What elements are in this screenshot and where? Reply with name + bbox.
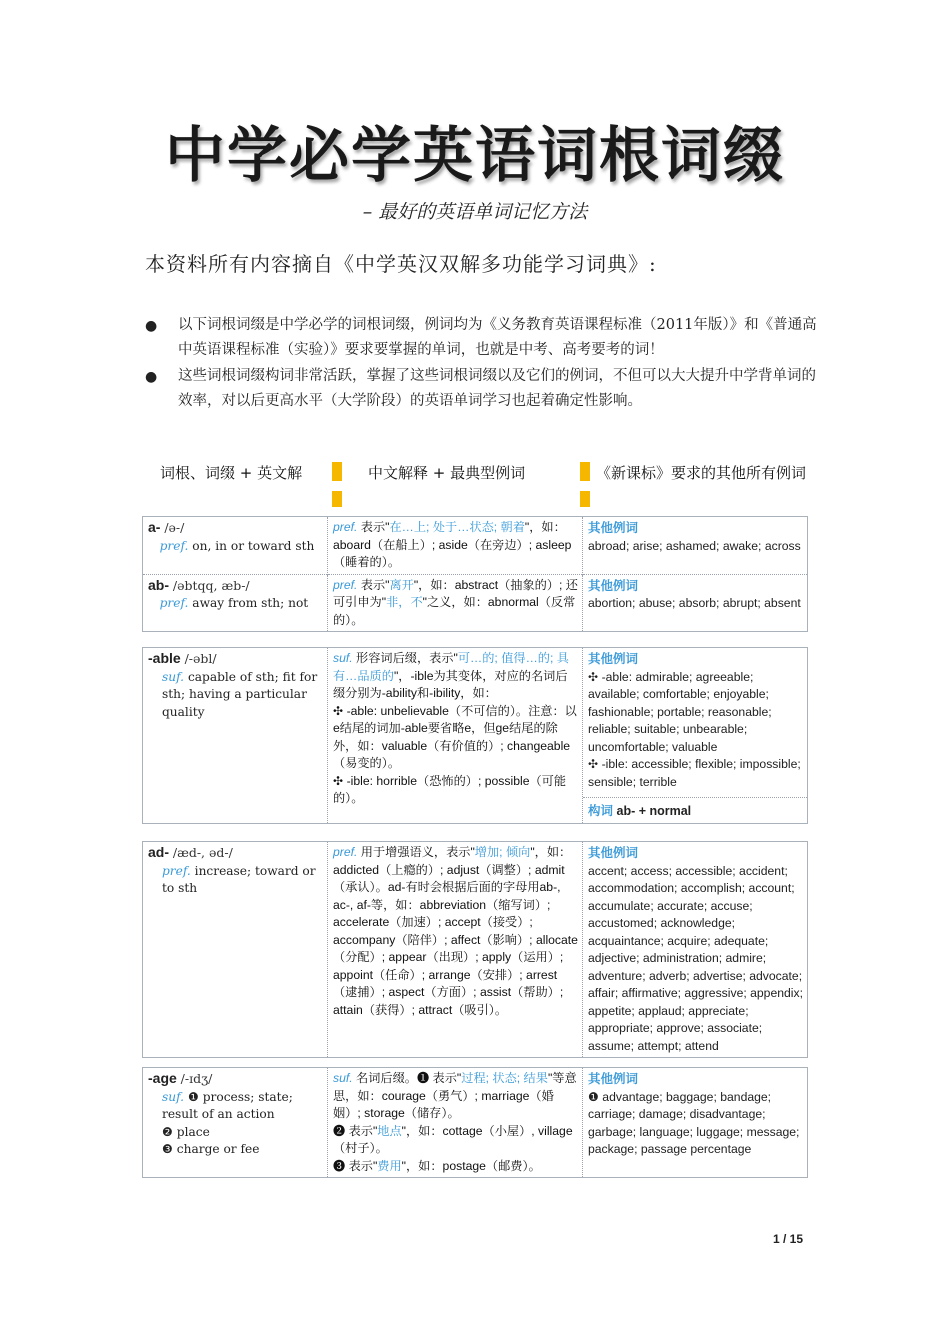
entry-chinese — [328, 574, 583, 632]
other-examples-label: 其他例词 — [588, 1071, 639, 1086]
compose-label: 构词 — [588, 803, 614, 818]
column-header-meaning: 中文解释 + 最典型例词 — [368, 464, 526, 482]
chinese-text: 用于增强语义，表示" — [357, 845, 475, 859]
entry-row-able — [143, 648, 808, 824]
marker-bar — [580, 462, 590, 481]
entry-pos: pref. — [159, 596, 189, 610]
other-examples: ✣ -ible: accessible; flexible; impossible; sensible; terrible — [588, 757, 801, 789]
entry-block — [142, 647, 808, 824]
marker-bar — [580, 491, 590, 507]
entry-definition: increase; toward or to sth — [162, 863, 316, 895]
other-examples: abortion; abuse; absorb; abrupt; absent — [588, 596, 801, 610]
entry-chinese — [328, 648, 583, 824]
entry-pos: suf. — [162, 1089, 185, 1104]
entry-row-ad — [143, 842, 808, 1058]
entry-head — [143, 517, 328, 575]
highlight-meaning: 离开 — [389, 577, 414, 592]
highlight-meaning: 增加; 倾向 — [474, 845, 531, 859]
entry-row-age — [143, 1068, 808, 1178]
chinese-text: "，如：cottage（小屋）, village（村子）。 — [333, 1123, 573, 1155]
entry-block — [142, 516, 808, 632]
page-number: 1 / 15 — [773, 1232, 804, 1246]
entry-pos: pref. — [333, 577, 358, 592]
entry-pos: pref. — [162, 863, 191, 878]
chinese-text: ❸ 表示" — [333, 1158, 378, 1173]
entry-ipa: /-ɪdʒ/ — [180, 1071, 213, 1086]
entry-pos: suf. — [333, 651, 353, 665]
entry-others — [583, 648, 808, 824]
entry-definition: on, in or toward sth — [192, 538, 315, 553]
source-note: 本资料所有内容摘自《中学英汉双解多功能学习词典》: — [145, 252, 657, 276]
chinese-text: "等意思，如：courage（勇气）; marriage（婚姻）; storage（储存）。 — [333, 1071, 577, 1120]
highlight-meaning: 地点 — [377, 1123, 402, 1138]
chinese-text: ❷ 表示" — [333, 1123, 378, 1138]
other-examples-label: 其他例词 — [588, 577, 639, 593]
entry-pos: pref. — [159, 538, 189, 553]
entry-others — [583, 517, 808, 575]
other-examples-label: 其他例词 — [588, 520, 639, 535]
chinese-text: "，如：postage（邮费）。 — [401, 1158, 541, 1173]
highlight-meaning: 可…的; 值得…的; 具有…品质的 — [333, 651, 569, 683]
entry-ipa: /əbtqq, æb-/ — [172, 577, 250, 593]
document-subtitle: – 最好的英语单词记忆方法 — [362, 201, 588, 223]
entry-ipa: /æd-, əd-/ — [172, 845, 233, 860]
entry-others — [583, 1068, 808, 1178]
entry-ipa: /ə-/ — [164, 520, 185, 535]
entry-others — [583, 842, 808, 1058]
entry-word: ab- — [148, 576, 169, 593]
chinese-text: "，如：aboard（在船上）; aside（在旁边）; asleep（睡着的）。 — [333, 520, 572, 569]
marker-bar — [332, 462, 342, 481]
compose-formula: ab- + normal — [613, 804, 692, 818]
bullet-text: 这些词根词缀构词非常活跃，掌握了这些词根词缀以及它们的例词，不但可以大大提升中学背单词的效率，对以后更高水平（大学阶段）的英语单词学习也起着确定性影响。 — [178, 368, 816, 409]
other-examples-label: 其他例词 — [588, 651, 639, 666]
chinese-text: "，如：abstract（抽象的）; 还可引申为" — [333, 577, 578, 609]
entry-pos: suf. — [162, 669, 185, 684]
entry-definition: capable of sth; fit for sth; having a particular quality — [162, 669, 318, 719]
document-title: 中学必学英语词根词缀 — [165, 121, 785, 191]
entry-row-a — [143, 517, 808, 575]
chinese-text: "，如：addicted（上瘾的）; adjust（调整）; admit（承认）。ad-有时会根据后面的字母用ab-, ac-, af-等，如：abbreviation（缩写词）; accelerate（加速）; accept（接受）; accompany（陪伴）; affect（影响）; allocate（分配）; appear（出现）; apply（运用）; appoint（任命）; arrange（安排）; arrest（逮捕）; aspect（方面）; assist（帮助）; attain（获得）; attract（吸引）。 — [333, 845, 578, 1017]
example-able: ✣ -able: unbelievable（不可信的）。注意：以e结尾的词加-able要省略e，但ge结尾的除外，如：valuable（有价值的）; changeable（易变的）。 — [333, 703, 577, 770]
highlight-meaning: 非，不 — [386, 595, 423, 609]
entry-pos: pref. — [333, 845, 358, 859]
entry-chinese — [328, 1068, 583, 1178]
other-examples: accent; access; accessible; accident; accommodation; accomplish; account; accumulate; accurate; accuse; accustomed; acknowledge; acquaintance; acquire; adequate; adjective; administration; admire; adventure; adverb; advertise; advocate; affair; affirmative; aggressive; appendix; appetite; applaud; appreciate; appropriate; approve; associate; assume; attempt; attend — [588, 863, 803, 1053]
highlight-meaning: 过程; 状态; 结果 — [461, 1071, 548, 1085]
marker-bar — [332, 491, 342, 507]
bullet-dot-icon: ● — [145, 318, 158, 334]
entry-block — [142, 841, 808, 1058]
chinese-text: 表示" — [357, 520, 390, 534]
chinese-text: 表示" — [357, 577, 390, 592]
entry-definition: away from sth; not — [192, 596, 309, 610]
entry-head — [143, 842, 328, 1058]
entry-chinese — [328, 842, 583, 1058]
entry-definition: ❶ process; state; result of an action — [162, 1089, 293, 1121]
chinese-text: 名词后缀。❶ 表示" — [352, 1071, 462, 1085]
other-examples: ❶ advantage; baggage; bandage; carriage; damage; disadvantage; garbage; language; luggage; message; package; passage percentage — [588, 1089, 800, 1156]
bullet-text: 以下词根词缀是中学必学的词根词缀，例词均为《义务教育英语课程标准（2011年版）》和《普通高中英语课程标准（实验）》要求要掌握的单词，也就是中考、高考要考的词！ — [178, 317, 817, 358]
other-examples: abroad; arise; ashamed; awake; across — [588, 538, 801, 553]
entry-head — [143, 574, 328, 632]
highlight-meaning: 费用 — [377, 1158, 402, 1173]
entry-others — [583, 574, 808, 632]
chinese-text: "之义，如：abnormal（反常的）。 — [333, 595, 576, 627]
entry-head — [143, 1068, 328, 1178]
other-examples-label: 其他例词 — [588, 845, 639, 860]
column-header-root: 词根、词缀 + 英文解 — [160, 464, 303, 482]
chinese-text: "，-ible为其变体，对应的名词后缀分别为-ability和-ibility，如： — [333, 668, 568, 700]
entry-head — [143, 648, 328, 824]
chinese-text: 形容词后缀，表示" — [352, 651, 458, 665]
bullet-dot-icon: ● — [145, 369, 158, 385]
entry-block — [142, 1067, 808, 1178]
entry-word: -age — [148, 1070, 177, 1086]
column-header-examples: 《新课标》要求的其他所有例词 — [596, 464, 807, 482]
entry-definition: ❸ charge or fee — [162, 1142, 260, 1156]
highlight-meaning: 在…上; 处于…状态; 朝着 — [389, 520, 525, 534]
example-ible: ✣ -ible: horrible（恐怖的）; possible（可能的）。 — [333, 773, 567, 805]
entry-pos: suf. — [333, 1071, 353, 1085]
entry-chinese — [328, 517, 583, 575]
entry-word: a- — [148, 519, 161, 535]
entry-word: ad- — [148, 844, 169, 860]
entry-definition: ❷ place — [162, 1124, 210, 1139]
compose-row — [583, 797, 807, 821]
entry-ipa: /-əbl/ — [184, 651, 217, 666]
entry-pos: pref. — [333, 520, 358, 534]
other-examples: ✣ -able: admirable; agreeable; available; comfortable; enjoyable; fashionable; portable; reasonable; reliable; suitable; unbearable; uncomfortable; valuable — [588, 669, 772, 754]
entry-word: -able — [148, 650, 181, 666]
entry-row-ab — [143, 574, 808, 632]
